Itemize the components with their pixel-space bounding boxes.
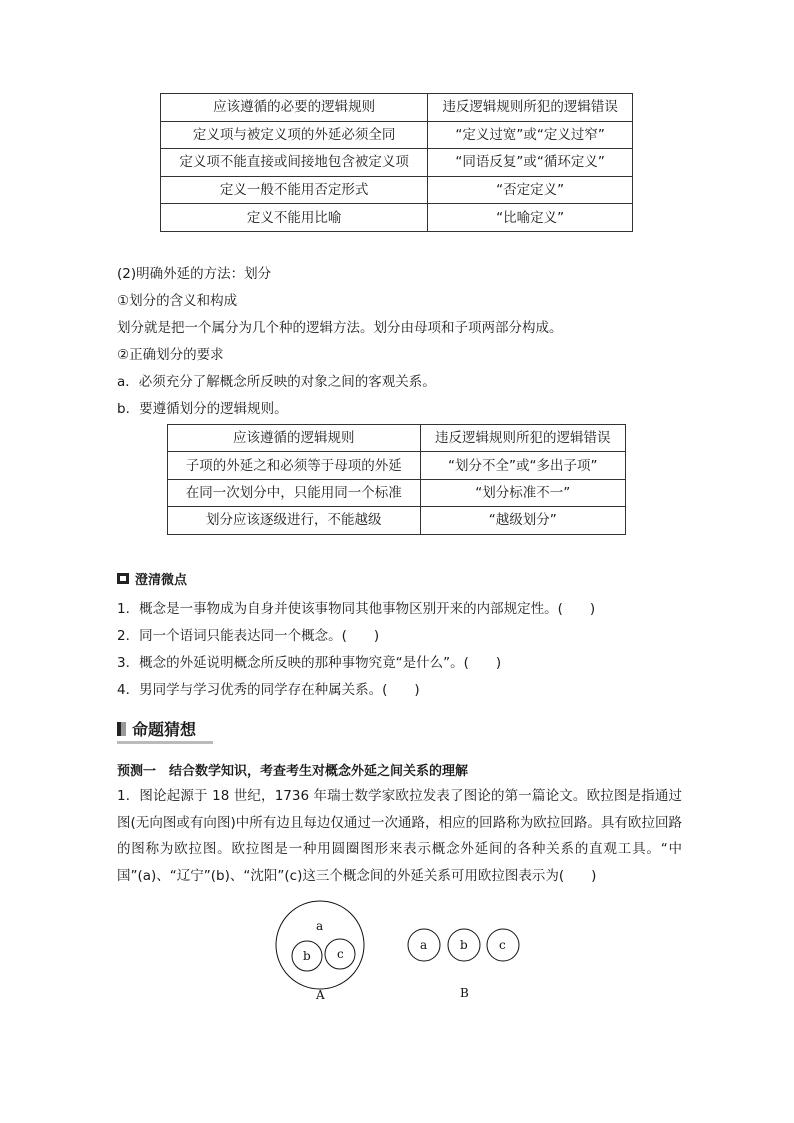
table-row xyxy=(168,479,626,506)
table-cell: “否定定义” xyxy=(428,176,633,204)
table-header-row xyxy=(168,425,626,452)
table-row xyxy=(161,149,633,177)
division-requirement-heading: ②正确划分的要求 xyxy=(117,347,224,363)
prediction-heading xyxy=(117,717,196,740)
question-text: 1．图论起源于 18 世纪，1736 年瑞士数学家欧拉发表了图论的第一篇论文。欧拉图是指通过图(无向图或有向图)中所有边且每边仅通过一次通路，相应的回路称为欧拉回路。具有欧拉回路的图称为欧拉图。欧拉图是一种用圆圈图形来表示概念外延间的各种关系的直观工具。“中国”(a)、“辽宁”(b)、“沈阳”(c)这三个概念间的外延关系可用欧拉图表示为( ) xyxy=(117,788,682,884)
euler-diagrams xyxy=(270,895,530,1005)
table-cell: “同语反复”或“循环定义” xyxy=(428,149,633,177)
table-cell: 定义一般不能用否定形式 xyxy=(161,176,428,204)
table-cell: 子项的外延之和必须等于母项的外延 xyxy=(168,452,421,479)
circle-label: a xyxy=(420,938,428,952)
option-label: A xyxy=(316,988,325,1002)
option-a-diagram xyxy=(276,901,364,1002)
heading-underline xyxy=(117,741,213,744)
table-row xyxy=(168,507,626,534)
table-header-row xyxy=(161,94,633,122)
option-label: B xyxy=(460,986,469,1000)
clarify-item: 3．概念的外延说明概念所反映的那种事物究竟“是什么”。( ) xyxy=(117,655,502,671)
table-cell: 在同一次划分中，只能用同一个标准 xyxy=(168,479,421,506)
table-row xyxy=(168,452,626,479)
table-row xyxy=(161,204,633,232)
table-cell: 定义项与被定义项的外延必须全同 xyxy=(161,121,428,149)
table-cell: “比喻定义” xyxy=(428,204,633,232)
circle-label: c xyxy=(337,947,344,961)
table-row xyxy=(161,176,633,204)
circle-label: b xyxy=(303,949,311,963)
table-cell: “划分不全”或“多出子项” xyxy=(420,452,625,479)
circle-label: c xyxy=(499,938,506,952)
section-marker-icon xyxy=(117,573,129,584)
method-title: (2)明确外延的方法：划分 xyxy=(117,266,272,282)
circle-label: a xyxy=(316,919,324,933)
table-cell: “定义过宽”或“定义过窄” xyxy=(428,121,633,149)
clarify-item: 2．同一个语词只能表达同一个概念。( ) xyxy=(117,628,380,644)
requirement-a: a．必须充分了解概念所反映的对象之间的客观关系。 xyxy=(117,374,436,390)
clarify-section-title xyxy=(117,569,187,588)
division-meaning-heading: ①划分的含义和构成 xyxy=(117,293,238,309)
table-cell: “越级划分” xyxy=(420,507,625,534)
clarify-item: 1．概念是一事物成为自身并使该事物同其他事物区别开来的内部规定性。( ) xyxy=(117,601,596,617)
prediction-heading-text: 命题猜想 xyxy=(132,720,197,739)
table-row xyxy=(161,121,633,149)
option-b-diagram xyxy=(408,929,519,1000)
table-header-cell: 违反逻辑规则所犯的逻辑错误 xyxy=(420,425,625,452)
outer-circle-a xyxy=(276,901,364,989)
prediction-subtitle: 预测一 结合数学知识，考查考生对概念外延之间关系的理解 xyxy=(117,764,469,779)
division-rules-table xyxy=(167,424,626,535)
table-header-cell: 违反逻辑规则所犯的逻辑错误 xyxy=(428,94,633,122)
table-cell: 定义不能用比喻 xyxy=(161,204,428,232)
circle-label: b xyxy=(460,938,468,952)
clarify-item: 4．男同学与学习优秀的同学存在种属关系。( ) xyxy=(117,682,420,698)
table-header-cell: 应该遵循的逻辑规则 xyxy=(168,425,421,452)
requirement-b: b．要遵循划分的逻辑规则。 xyxy=(117,401,288,417)
heading-marker-icon xyxy=(117,722,126,736)
clarify-title-text: 澄清微点 xyxy=(135,573,188,588)
table-cell: 划分应该逐级进行，不能越级 xyxy=(168,507,421,534)
definition-rules-table xyxy=(160,93,633,232)
division-meaning-text: 划分就是把一个属分为几个种的逻辑方法。划分由母项和子项两部分构成。 xyxy=(117,320,563,336)
table-cell: 定义项不能直接或间接地包含被定义项 xyxy=(161,149,428,177)
table-header-cell: 应该遵循的必要的逻辑规则 xyxy=(161,94,428,122)
table-cell: “划分标准不一” xyxy=(420,479,625,506)
